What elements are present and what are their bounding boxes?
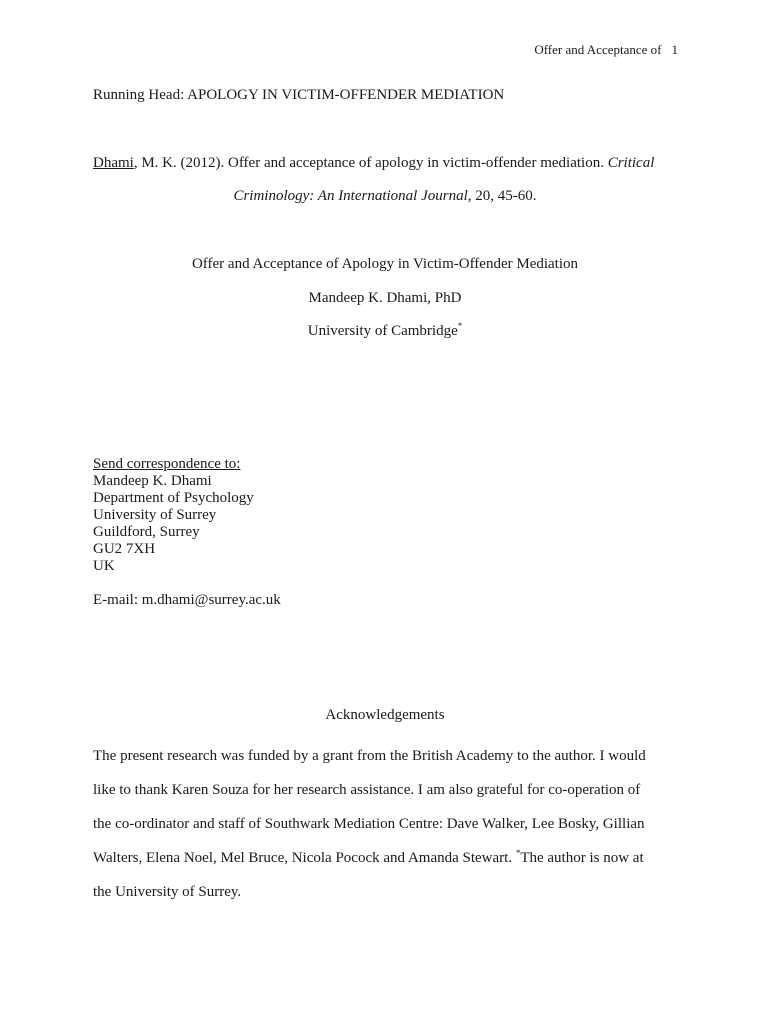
paper-title: Offer and Acceptance of Apology in Victim-Offender Mediation [191, 256, 579, 272]
acknowledgements-line: The present research was funded by a grant from the British Academy to the author. I would [93, 748, 646, 764]
acknowledgements-line: like to thank Karen Souza for her research assistance. I am also grateful for co-operation of [93, 782, 641, 798]
affiliation [0, 323, 770, 340]
affiliation-footnote-mark: * [457, 321, 463, 331]
citation-line-1 [93, 155, 654, 172]
citation-line-2 [0, 188, 770, 205]
correspondence-line: UK [93, 558, 115, 574]
email-line[interactable]: E-mail: m.dhami@surrey.ac.uk [93, 592, 281, 608]
citation-author-link[interactable]: Dhami [93, 155, 134, 171]
acknowledgements-line: the co-ordinator and staff of Southwark Mediation Centre: Dave Walker, Lee Bosky, Gillian [93, 816, 645, 832]
correspondence-line: Department of Psychology [93, 490, 254, 506]
correspondence-line: University of Surrey [93, 507, 217, 523]
citation-text: , M. K. (2012). Offer and acceptance of apology in victim-offender mediation. [133, 155, 608, 171]
page-header [534, 42, 678, 58]
author-name: Mandeep K. Dhami, PhD [308, 290, 462, 306]
acknowledgements-line-4-end: The author is now at [520, 850, 644, 866]
header-short-title: Offer and Acceptance of [534, 42, 662, 57]
acknowledgements-line-4-text: Walters, Elena Noel, Mel Bruce, Nicola Pocock and Amanda Stewart. [93, 850, 516, 866]
page-number: 1 [671, 42, 678, 57]
citation-journal-part-2: Criminology: An International Journal [233, 188, 468, 204]
correspondence-line: Guildford, Surrey [93, 524, 200, 540]
correspondence-block [93, 456, 254, 575]
acknowledgements-line [93, 841, 693, 875]
acknowledgements-body [93, 739, 693, 909]
running-head: Running Head: APOLOGY IN VICTIM-OFFENDER MEDIATION [93, 87, 505, 103]
correspondence-line: Mandeep K. Dhami [93, 473, 212, 489]
citation-volume-pages: , 20, 45-60. [467, 188, 537, 204]
correspondence-label: Send correspondence to: [93, 456, 241, 472]
acknowledgements-line: the University of Surrey. [93, 884, 242, 900]
acknowledgements-footnote-mark: * [515, 848, 521, 858]
correspondence-line: GU2 7XH [93, 541, 156, 557]
acknowledgements-heading: Acknowledgements [325, 707, 445, 723]
citation-journal-part-1: Critical [607, 155, 655, 171]
affiliation-name: University of Cambridge [307, 323, 458, 339]
